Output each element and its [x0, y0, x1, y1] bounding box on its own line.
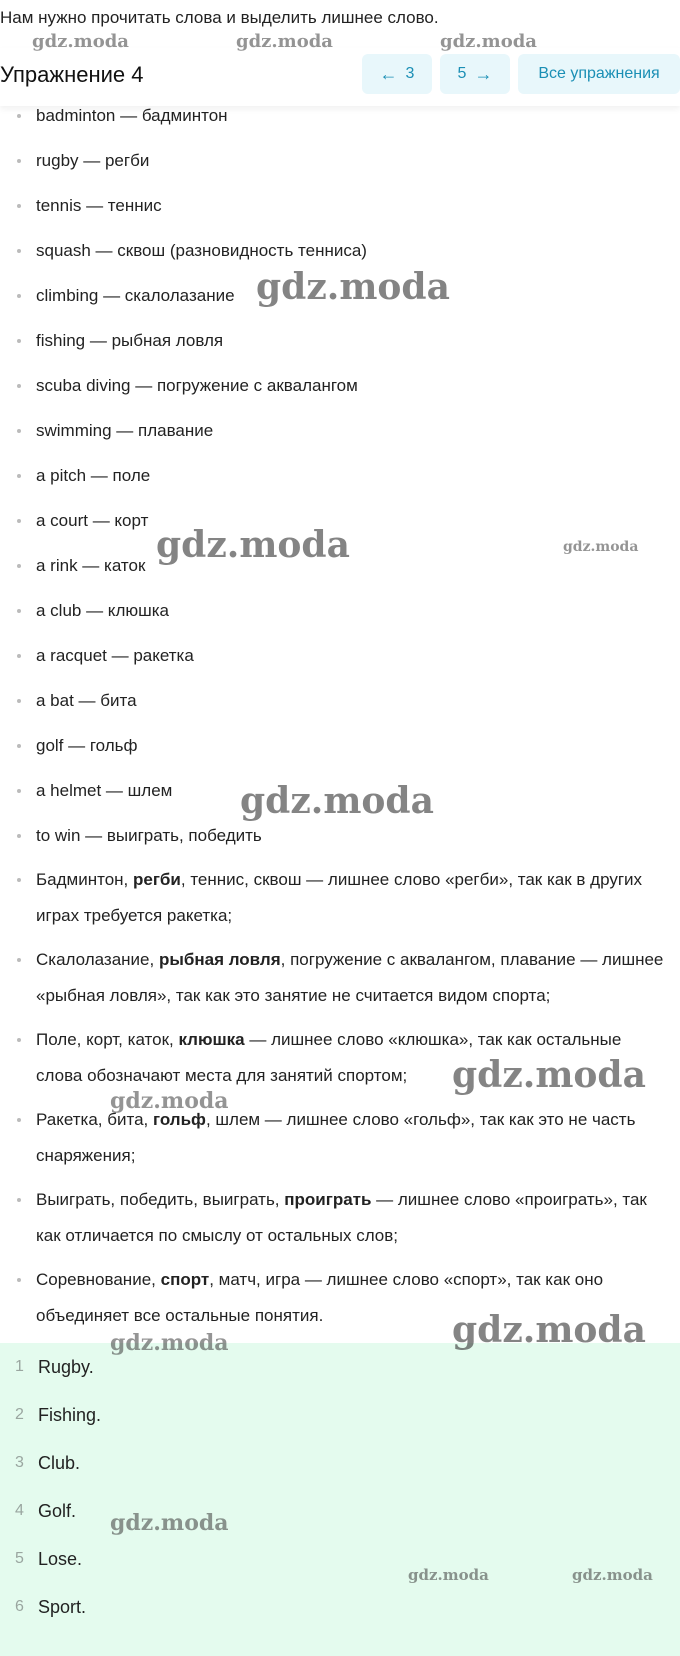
- watermark: gdz.moda: [240, 780, 434, 822]
- explanation-item: Ракетка, бита, гольф, шлем — лишнее слово «гольф», так как это не часть снаряжения;: [0, 1102, 672, 1174]
- watermark: gdz.moda: [110, 1088, 229, 1114]
- watermark: gdz.moda: [110, 1510, 229, 1536]
- bullet-icon: [17, 519, 21, 523]
- answer-text: Fishing.: [38, 1405, 102, 1425]
- list-item: squash — сквош (разновидность тенниса): [0, 228, 367, 273]
- answer-number: 1: [15, 1358, 24, 1375]
- bullet-icon: [17, 1278, 21, 1282]
- vocabulary-list: [0, 93, 367, 858]
- answer-text: Golf.: [38, 1501, 77, 1521]
- bullet-icon: [17, 1038, 21, 1042]
- bullet-icon: [17, 654, 21, 658]
- bullet-icon: [17, 249, 21, 253]
- explanation-item: Скалолазание, рыбная ловля, погружение с аквалангом, плавание — лишнее «рыбная ловля», так как это занятие не считается видом спорта;: [0, 942, 672, 1014]
- bullet-icon: [17, 159, 21, 163]
- explanations-list: [0, 862, 672, 1342]
- watermark: gdz.moda: [452, 1309, 646, 1351]
- answer-text: Lose.: [38, 1549, 83, 1569]
- exercise-header: [0, 48, 680, 106]
- answer-text: Club.: [38, 1453, 81, 1473]
- bullet-icon: [17, 294, 21, 298]
- prev-exercise-label: 3: [405, 65, 415, 82]
- bullet-icon: [17, 699, 21, 703]
- bullet-icon: [17, 564, 21, 568]
- watermark: gdz.moda: [156, 524, 350, 566]
- watermark: gdz.moda: [563, 539, 639, 555]
- bullet-icon: [17, 958, 21, 962]
- bullet-icon: [17, 834, 21, 838]
- bullet-icon: [17, 384, 21, 388]
- list-item: scuba diving — погружение с аквалангом: [0, 363, 367, 408]
- list-item: a racquet — ракетка: [0, 633, 367, 678]
- explanation-item: Поле, корт, каток, клюшка — лишнее слово «клюшка», так как остальные слова обозначают места для занятий спортом;: [0, 1022, 672, 1094]
- list-item: badminton — бадминтон: [0, 93, 367, 138]
- list-item: a rink — каток: [0, 543, 367, 588]
- list-item: a club — клюшка: [0, 588, 367, 633]
- answer-number: 4: [15, 1502, 24, 1519]
- answer-text: Sport.: [38, 1597, 87, 1617]
- bullet-icon: [17, 878, 21, 882]
- explanation-item: Выиграть, победить, выиграть, проиграть — лишнее слово «проиграть», так как отличается по смыслу от остальных слов;: [0, 1182, 672, 1254]
- watermark: gdz.moda: [408, 1566, 489, 1584]
- list-item: golf — гольф: [0, 723, 367, 768]
- watermark: gdz.moda: [256, 266, 450, 308]
- all-exercises-label: Все упражнения: [538, 65, 660, 82]
- list-item: a bat — бита: [0, 678, 367, 723]
- bullet-icon: [17, 339, 21, 343]
- all-exercises-button[interactable]: [518, 54, 680, 94]
- watermark: gdz.moda: [440, 31, 537, 52]
- bullet-icon: [17, 789, 21, 793]
- explanation-item: Бадминтон, регби, теннис, сквош — лишнее слово «регби», так как в других играх требуется ракетка;: [0, 862, 672, 934]
- list-item: swimming — плавание: [0, 408, 367, 453]
- bullet-icon: [17, 744, 21, 748]
- arrow-left-icon: ←: [379, 64, 398, 84]
- answer-number: 2: [15, 1406, 24, 1423]
- answer-number: 5: [15, 1550, 24, 1567]
- bullet-icon: [17, 429, 21, 433]
- explanation-item: Соревнование, спорт, матч, игра — лишнее слово «спорт», так как оно объединяет все остальные понятия.: [0, 1262, 672, 1334]
- intro-text: Нам нужно прочитать слова и выделить лишнее слово.: [0, 8, 439, 27]
- watermark: gdz.moda: [32, 31, 129, 52]
- list-item: tennis — теннис: [0, 183, 367, 228]
- list-item: to win — выиграть, победить: [0, 813, 367, 858]
- bullet-icon: [17, 1118, 21, 1122]
- answer-text: Rugby.: [38, 1357, 94, 1377]
- list-item: rugby — регби: [0, 138, 367, 183]
- list-item: a pitch — поле: [0, 453, 367, 498]
- answers-panel: [0, 1343, 680, 1656]
- watermark: gdz.moda: [236, 31, 333, 52]
- bullet-icon: [17, 609, 21, 613]
- arrow-right-icon: →: [474, 64, 493, 84]
- list-item: a helmet — шлем: [0, 768, 367, 813]
- watermark: gdz.moda: [452, 1054, 646, 1096]
- answer-number: 3: [15, 1454, 24, 1471]
- bullet-icon: [17, 1198, 21, 1202]
- prev-exercise-button[interactable]: [362, 54, 432, 94]
- bullet-icon: [17, 204, 21, 208]
- list-item: a court — корт: [0, 498, 367, 543]
- watermark: gdz.moda: [572, 1566, 653, 1584]
- page-title: Упражнение 4: [0, 62, 144, 87]
- watermark: gdz.moda: [110, 1330, 229, 1356]
- list-item: fishing — рыбная ловля: [0, 318, 367, 363]
- next-exercise-label: 5: [457, 65, 467, 82]
- answer-number: 6: [15, 1598, 24, 1615]
- list-item: climbing — скалолазание: [0, 273, 367, 318]
- next-exercise-button[interactable]: [440, 54, 510, 94]
- bullet-icon: [17, 114, 21, 118]
- bullet-icon: [17, 474, 21, 478]
